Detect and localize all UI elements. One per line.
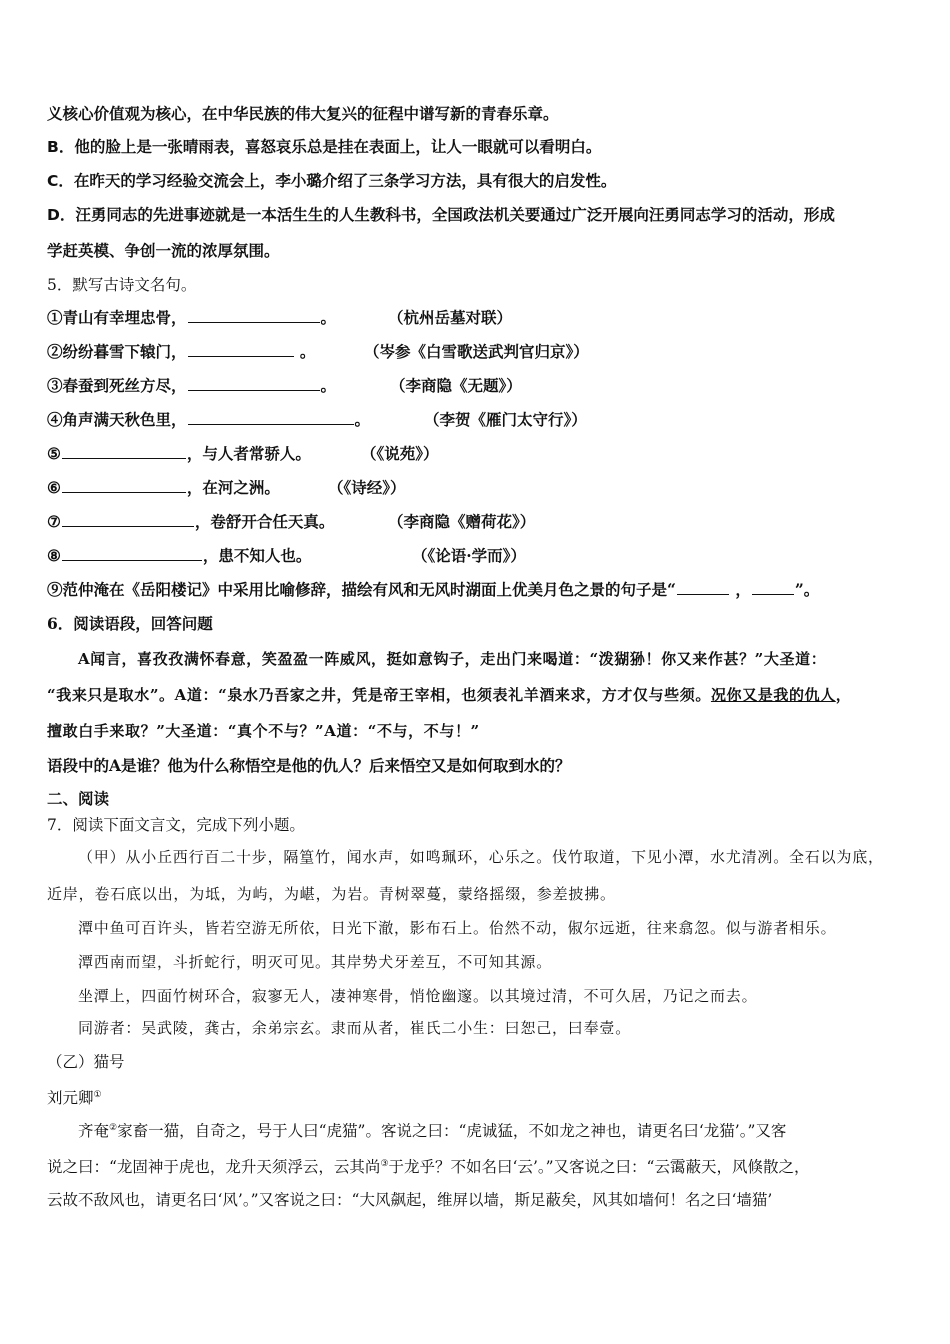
item-text: ，卷舒开合任天真。 (194, 512, 335, 531)
q6-title: 6．阅读语段，回答问题 (47, 614, 213, 633)
q6-passage-line-3: 擅敢白手来取？”大圣道：“真个不与？”A道：“不与，不与！” (47, 722, 480, 740)
option-letter: B． (47, 138, 75, 156)
item-text: 。 (354, 410, 371, 429)
item-text: ⑨范仲淹在《岳阳楼记》中采用比喻修辞，描绘有风和无风时湖面上优美月色之景的句子是“ (47, 580, 676, 599)
answer-blank[interactable] (62, 444, 186, 459)
underlined-phrase: 况你又是我的仇人 (710, 686, 836, 704)
answer-blank[interactable] (188, 342, 294, 357)
item-text: 。 (294, 342, 316, 361)
q7-yi-title: （乙）猫号 (47, 1053, 125, 1071)
option-letter: D． (47, 206, 76, 224)
q4-option-b[interactable] (47, 136, 601, 158)
answer-blank[interactable] (752, 580, 794, 595)
q5-item-6 (47, 477, 280, 499)
q6-passage-line-1: A闻言，喜孜孜满怀春意，笑盈盈一阵威风，挺如意钩子，走出门来喝道：“泼猢狲！你又来作甚？”大圣道： (78, 650, 827, 668)
q7-jia-line-6: 同游者：吴武陵，龚古，余弟宗玄。隶而从者，崔氏二小生：曰恕己，曰奉壹。 (78, 1019, 632, 1037)
q5-item-8-source: （《论语·学而》） (412, 546, 526, 565)
item-text: ，在河之洲。 (186, 478, 280, 497)
item-text: ，与人者常骄人。 (186, 444, 311, 463)
item-text: ⑧ (47, 546, 61, 565)
q5-item-4 (47, 409, 370, 431)
q5-item-1-source: （杭州岳墓对联） (388, 308, 513, 327)
item-text: ⑥ (47, 478, 61, 497)
q7-yi-line-2 (47, 1153, 809, 1178)
q4-option-c[interactable] (47, 170, 616, 192)
q4-option-a-continuation: 义核心价值观为核心，在中华民族的伟大复兴的征程中谱写新的青春乐章。 (47, 104, 559, 123)
answer-blank[interactable] (62, 478, 186, 493)
q7-jia-line-3: 潭中鱼可百许头，皆若空游无所依，日光下澈，影布石上。佁然不动，俶尔远逝，往来翕忽。似与游者相乐。 (78, 919, 837, 937)
answer-blank[interactable] (62, 512, 194, 527)
answer-blank[interactable] (188, 376, 320, 391)
q5-item-3 (47, 375, 336, 397)
q6-question: 语段中的A是谁？他为什么称悟空是他的仇人？后来悟空又是如何取到水的？ (47, 756, 571, 775)
q5-item-1 (47, 307, 336, 329)
q6-passage-line-2 (47, 684, 851, 706)
option-letter: C． (47, 172, 74, 190)
item-text: ①青山有幸埋忠骨， (47, 308, 187, 327)
section-2-title: 二、阅读 (47, 789, 110, 808)
option-text: 在昨天的学习经验交流会上，李小璐介绍了三条学习方法，具有很大的启发性。 (73, 171, 617, 190)
q5-title: 5．默写古诗文名句。 (47, 276, 197, 294)
q5-item-2 (47, 341, 315, 363)
item-text: ②纷纷暮雪下辕门， (47, 342, 187, 361)
answer-blank[interactable] (188, 410, 354, 425)
passage-text: 说之曰：“龙固神于虎也，龙升天须浮云，云其尚 (47, 1158, 381, 1177)
item-text: ③春蚕到死丝方尽， (47, 376, 187, 395)
q7-title: 7．阅读下面文言文，完成下列小题。 (47, 816, 305, 834)
item-text: ”。 (794, 580, 820, 599)
item-text: 。 (320, 376, 337, 395)
passage-text: ， (835, 686, 852, 704)
item-text: ，患不知人也。 (202, 546, 312, 565)
answer-blank[interactable] (188, 308, 320, 323)
q5-item-7-source: （李商隐《赠荷花》） (388, 512, 536, 531)
q5-item-2-source: （岑参《白雪歌送武判官归京》） (364, 342, 589, 361)
item-text: ⑦ (47, 512, 61, 531)
answer-blank[interactable] (677, 580, 729, 595)
item-text: ⑤ (47, 444, 61, 463)
item-text: ④角声满天秋色里， (47, 410, 187, 429)
q5-item-8 (47, 545, 311, 567)
answer-blank[interactable] (62, 546, 202, 561)
footnote-marker: ③ (380, 1159, 389, 1169)
q7-jia-line-5: 坐潭上，四面竹树环合，寂寥无人，凄神寒骨，悄怆幽邃。以其境过清，不可久居，乃记之而去。 (78, 987, 758, 1005)
passage-text: 齐奄 (78, 1122, 110, 1141)
footnote-marker: ① (93, 1090, 102, 1100)
passage-text: “我来只是取水”。A道：“泉水乃吾家之井，凭是帝王宰相，也须表礼羊酒来求，方才仅与些须。 (47, 686, 711, 704)
q5-item-5-source: （《说苑》） (361, 444, 439, 463)
author-name: 刘元卿 (47, 1089, 94, 1108)
option-text: 他的脸上是一张晴雨表，喜怒哀乐总是挂在表面上，让人一眼就可以看明白。 (74, 137, 602, 156)
footnote-marker: ② (109, 1123, 118, 1133)
q7-jia-line-1: （甲）从小丘西行百二十步，隔篁竹，闻水声，如鸣珮环，心乐之。伐竹取道，下见小潭，水尤清冽。全石以为底， (78, 848, 884, 866)
q4-option-d-continuation: 学赶英模、争创一流的浓厚氛围。 (47, 241, 280, 260)
q5-item-7 (47, 511, 334, 533)
passage-text: 于龙乎？不如名曰‘云’。”又客说之曰：“云霭蔽天，风倏散之， (388, 1158, 810, 1177)
q5-item-3-source: （李商隐《无题》） (390, 376, 522, 395)
q7-jia-line-4: 潭西南而望，斗折蛇行，明灭可见。其岸势犬牙差互，不可知其源。 (78, 953, 553, 971)
q5-item-4-source: （李贺《雁门太守行》） (424, 410, 587, 429)
item-text: ， (729, 580, 751, 599)
q5-item-9 (47, 579, 819, 601)
q7-yi-author (47, 1084, 102, 1109)
q7-yi-line-3: 云故不敌风也，请更名曰‘风’。”又客说之曰：“大风飙起，维屏以墙，斯足蔽矣，风其如墙何！名之曰‘墙猫’ (47, 1191, 773, 1209)
q7-yi-line-1 (78, 1117, 786, 1142)
option-text: 汪勇同志的先进事迹就是一本活生生的人生教科书，全国政法机关要通过广泛开展向汪勇同志学习的活动，形成 (75, 205, 835, 224)
item-text: 。 (320, 308, 337, 327)
q4-option-d[interactable] (47, 204, 835, 226)
passage-text: 家畜一猫，自奇之，号于人曰“虎猫”。客说之曰：“虎诚猛，不如龙之神也，请更名曰‘龙猫’。”又客 (117, 1122, 787, 1141)
q5-item-5 (47, 443, 311, 465)
q7-jia-line-2: 近岸，卷石底以出，为坻，为屿，为嵁，为岩。青树翠蔓，蒙络摇缀，参差披拂。 (47, 885, 616, 903)
q5-item-6-source: （《诗经》） (328, 478, 406, 497)
